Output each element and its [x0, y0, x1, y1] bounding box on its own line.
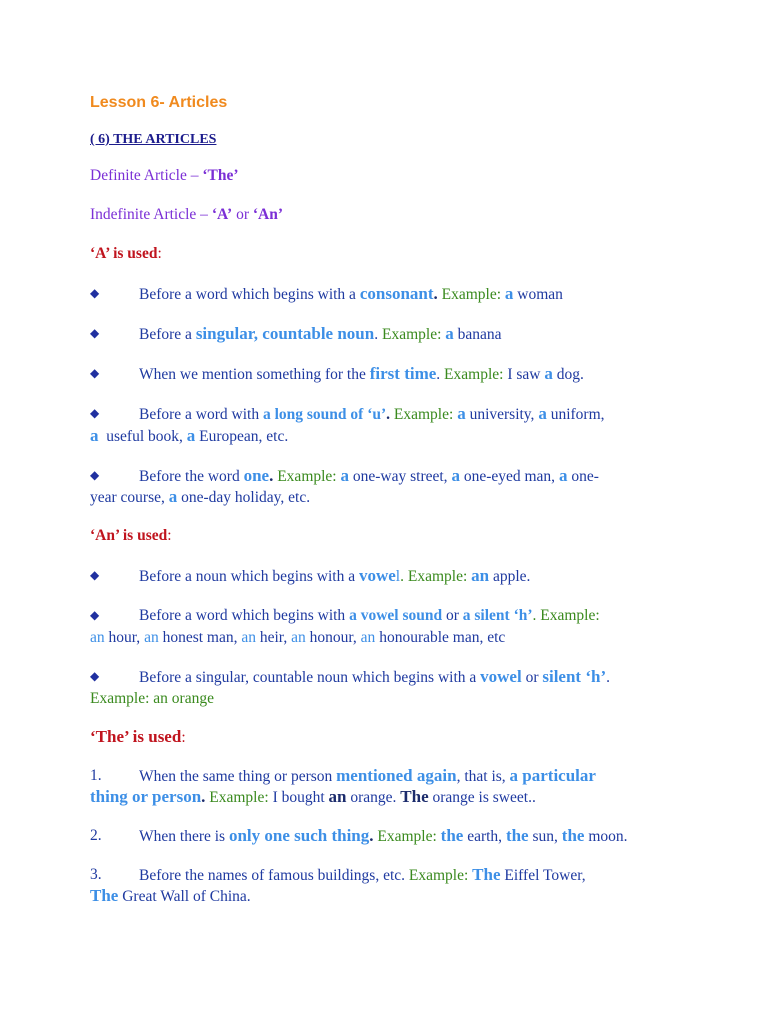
article-word: a: [445, 324, 454, 343]
article-word: the: [505, 826, 529, 845]
a-rule-4: [139, 403, 605, 425]
article-word: the: [440, 826, 464, 845]
rule-text: When there is: [139, 828, 229, 845]
example-text: moon.: [584, 828, 628, 845]
example-text: honest man,: [158, 629, 242, 646]
an-rule-2: [139, 605, 600, 626]
article-word: an: [471, 566, 490, 585]
example-text: sun,: [528, 828, 562, 845]
a-rule-1: [139, 283, 563, 305]
rule-key: consonant: [359, 284, 434, 303]
example-label: Example:: [378, 326, 446, 343]
rule-text: Before the names of famous buildings, etc.: [139, 867, 406, 884]
bullet-icon: ◆: [90, 608, 100, 622]
example-text: woman: [513, 286, 563, 303]
article-word: an: [291, 629, 306, 646]
bullet-icon: ◆: [90, 669, 100, 683]
rule-dot: .: [606, 669, 610, 686]
rule-dot: .: [433, 284, 438, 303]
article-word: an: [328, 787, 347, 806]
a-used-heading: [90, 243, 162, 264]
rule-number: 2.: [90, 827, 102, 844]
the-rule-1-line-2: [90, 786, 536, 808]
a-rule-5-line-2: [90, 486, 310, 508]
example-text: dog.: [552, 366, 584, 383]
definite-label: Definite Article –: [90, 167, 203, 184]
article-word: an: [360, 629, 376, 646]
example-text: honour,: [305, 629, 361, 646]
example-text: banana: [453, 326, 502, 343]
rule-key: singular, countable noun: [195, 324, 375, 343]
a-used-colon: :: [157, 245, 162, 262]
example-label: Example:: [273, 468, 341, 485]
an-used-heading: [90, 525, 172, 546]
example-text: heir,: [256, 629, 292, 646]
example-text: hour,: [104, 629, 145, 646]
example-text: one-day holiday, etc.: [177, 489, 311, 506]
example-label: Example:: [440, 366, 508, 383]
example-text: honourable man, etc: [375, 629, 506, 646]
definite-value: ‘The’: [202, 167, 239, 184]
a-rule-2: [139, 323, 502, 345]
the-rule-1: [139, 765, 596, 787]
an-rule-3: [139, 666, 610, 688]
bullet-icon: ◆: [90, 286, 100, 300]
bullet-icon: ◆: [90, 568, 100, 582]
example-text: Eiffel Tower,: [500, 867, 586, 884]
rule-key: first time: [369, 364, 437, 383]
example-text: useful book,: [98, 428, 187, 445]
article-word: The: [472, 865, 501, 884]
rule-number: 3.: [90, 866, 102, 883]
the-rule-2: [139, 825, 628, 847]
article-word: an: [241, 629, 256, 646]
article-word: an: [90, 629, 105, 646]
rule-dot: .: [369, 826, 374, 845]
an-rule-3-line-2: Example: an orange: [90, 690, 214, 707]
article-word: an: [144, 629, 159, 646]
rule-key: thing or person: [90, 787, 202, 806]
rule-key: a particular: [509, 766, 596, 785]
article-word: a: [340, 466, 349, 485]
example-label: . Example:: [400, 568, 472, 585]
article-word: a: [544, 364, 553, 383]
rule-text: , that is,: [456, 768, 510, 785]
example-text: orange is sweet..: [428, 789, 536, 806]
example-label: Example:: [405, 867, 473, 884]
the-used-colon: :: [181, 729, 186, 746]
example-text: apple.: [489, 568, 531, 585]
section-heading: ( 6) THE ARTICLES: [90, 132, 217, 147]
example-text: university,: [465, 406, 539, 423]
rule-dot: .: [386, 406, 391, 423]
rule-text: or: [442, 607, 463, 624]
the-used-heading: [90, 726, 186, 748]
article-word: a: [538, 404, 547, 423]
rule-text: Before a: [139, 326, 196, 343]
rule-key: vowel: [480, 667, 522, 686]
example-text: one-eyed man,: [459, 468, 559, 485]
rule-dot: .: [374, 326, 379, 343]
a-rule-3: [139, 363, 584, 385]
bullet-icon: ◆: [90, 366, 100, 380]
example-text: uniform,: [546, 406, 605, 423]
the-rule-3-line-2: [90, 885, 251, 907]
an-rule-1: [139, 565, 530, 587]
example-text: I bought: [272, 789, 329, 806]
rule-key: one: [243, 466, 270, 485]
indefinite-article-line: [90, 204, 283, 225]
an-rule-2-line-2: [90, 627, 505, 648]
rule-key: vowe: [358, 566, 396, 585]
rule-text: When we mention something for the: [139, 366, 370, 383]
rule-key: silent ‘h’: [542, 667, 607, 686]
article-word: a: [504, 284, 514, 303]
example-text: European, etc.: [195, 428, 289, 445]
rule-key-tail: l: [395, 568, 401, 585]
example-text: orange.: [346, 789, 401, 806]
bullet-icon: ◆: [90, 326, 100, 340]
example-text: year course,: [90, 489, 169, 506]
rule-text: Before a word with: [139, 406, 263, 423]
example-text: I saw: [507, 366, 545, 383]
rule-text: When the same thing or person: [139, 768, 337, 785]
article-word: a: [186, 426, 196, 445]
a-rule-5: [139, 465, 599, 487]
article-word: The: [90, 886, 119, 905]
article-word: a: [451, 466, 460, 485]
an-used-colon: :: [167, 527, 172, 544]
rule-text: Before a word which begins with a: [139, 286, 360, 303]
example-text: earth,: [463, 828, 506, 845]
rule-number: 1.: [90, 767, 102, 784]
a-rule-4-line-2: [90, 425, 288, 447]
article-word: a: [168, 487, 178, 506]
article-word: The: [400, 787, 429, 806]
bullet-icon: ◆: [90, 468, 100, 482]
bullet-icon: ◆: [90, 406, 100, 420]
rule-text: Before the word: [139, 468, 244, 485]
lesson-title: Lesson 6- Articles: [90, 94, 228, 111]
indefinite-or: or: [232, 206, 253, 223]
article-word: a: [558, 466, 568, 485]
the-rule-3: [139, 864, 586, 886]
indefinite-an: ‘An’: [252, 206, 283, 223]
rule-text: or: [521, 669, 543, 686]
rule-key: a vowel sound: [349, 607, 443, 624]
rule-key: only one such thing: [228, 826, 370, 845]
rule-key: a silent ‘h’: [462, 607, 533, 624]
example-text: Great Wall of China.: [118, 888, 251, 905]
example-label: Example:: [390, 406, 458, 423]
the-used-label: ‘The’ is used: [90, 727, 182, 746]
rule-text: Before a word which begins with: [139, 607, 350, 624]
rule-text: Before a noun which begins with a: [139, 568, 359, 585]
a-used-label: ‘A’ is used: [90, 245, 158, 262]
example-label: Example:: [373, 828, 441, 845]
rule-dot: .: [201, 787, 206, 806]
example-label: Example:: [205, 789, 273, 806]
indefinite-label: Indefinite Article –: [90, 206, 212, 223]
article-word: the: [561, 826, 585, 845]
example-label: Example:: [437, 286, 505, 303]
rule-key: mentioned again: [336, 766, 457, 785]
example-label: . Example:: [532, 607, 600, 624]
definite-article-line: [90, 165, 239, 186]
article-word: a: [457, 404, 466, 423]
an-used-label: ‘An’ is used: [90, 527, 168, 544]
rule-dot: .: [269, 466, 274, 485]
example-text: one-way street,: [349, 468, 452, 485]
indefinite-a: ‘A’: [211, 206, 233, 223]
article-word: a: [90, 426, 99, 445]
rule-text: Before a singular, countable noun which begins with a: [139, 669, 481, 686]
example-text: one-: [567, 468, 599, 485]
rule-dot: .: [436, 366, 441, 383]
rule-key: a long sound of ‘u’: [262, 406, 387, 423]
